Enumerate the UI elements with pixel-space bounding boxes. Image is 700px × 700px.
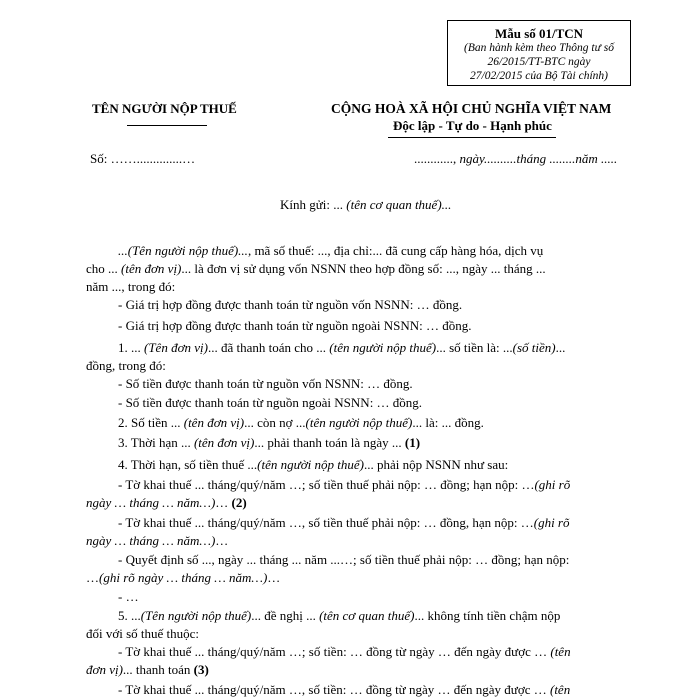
date-line [414, 151, 617, 167]
row-line [86, 532, 616, 550]
republic-heading: CỘNG HOÀ XÃ HỘI CHỦ NGHĨA VIỆT NAM [331, 101, 612, 116]
paid-item-1: - Số tiền được thanh toán từ nguồn vốn NSNN: … đồng. [118, 376, 413, 391]
date-placeholder: ngày … tháng … năm…) [86, 495, 216, 510]
form-note-line-1: (Ban hành kèm theo Thông tư số [463, 42, 614, 54]
item-4-row-2 [86, 514, 616, 550]
item-5-row-2 [86, 681, 616, 699]
row-line [86, 476, 616, 494]
item-text: ... không tính tiền chậm nộp [414, 608, 561, 623]
date-placeholder: (ghi rõ [534, 477, 571, 492]
row-text: … [267, 570, 281, 585]
unit-placeholder: (Tên đơn vị) [144, 340, 208, 355]
row-text: - Tờ khai thuế ... tháng/quý/năm …; số tiền: … đồng từ ngày … đến ngày được … [118, 644, 551, 659]
item-4-row-1 [86, 476, 616, 512]
footnote-marker: (3) [193, 662, 209, 677]
paid-item-2: - Số tiền được thanh toán từ nguồn ngoài NSNN: … đồng. [118, 395, 423, 410]
unit-placeholder: (tên [549, 682, 571, 697]
item-text: 3. Thời hạn ... [118, 435, 194, 450]
taxpayer-placeholder: (tên người nộp thuế) [257, 457, 364, 472]
item-text: ... là: ... đồng. [412, 415, 484, 430]
item-5 [86, 607, 616, 643]
taxpayer-placeholder: (tên người nộp thuế) [305, 415, 413, 430]
intro-line-1 [86, 242, 616, 260]
form-note-line-2: 26/2015/TT-BTC ngày [487, 56, 591, 68]
tax-office-placeholder: (tên cơ quan thuế) [319, 608, 415, 623]
date-placeholder: (ghi rõ [533, 515, 570, 530]
footnote-marker: (2) [231, 495, 247, 510]
item-1-line-1 [86, 339, 616, 357]
intro-paragraph [86, 242, 616, 296]
item-text: ... số tiền là: ... [436, 340, 513, 355]
row-text: … [215, 533, 229, 548]
salutation-prefix: Kính gửi: ... [280, 197, 344, 212]
contract-item-1: - Giá trị hợp đồng được thanh toán từ nguồn vốn NSNN: … đồng. [118, 297, 463, 312]
intro-text: ... là đơn vị sử dụng vốn NSNN theo hợp đồng số: ..., ngày ... tháng ... [181, 261, 546, 276]
row-text: ... thanh toán [122, 662, 194, 677]
contract-item-2: - Giá trị hợp đồng được thanh toán từ nguồn ngoài NSNN: … đồng. [118, 318, 472, 333]
unit-placeholder: đơn vị) [86, 662, 123, 677]
taxpayer-placeholder: ...(Tên người nộp thuế)... [118, 243, 248, 258]
salutation-recipient: (tên cơ quan thuế)... [346, 197, 452, 212]
item-text: ... phải nộp NSNN như sau: [363, 457, 509, 472]
item-text: 1. ... [118, 340, 144, 355]
row-line [86, 569, 616, 587]
date-placeholder: (ghi rõ ngày … tháng … năm…) [99, 570, 268, 585]
row-line: - Quyết định số ..., ngày ... tháng ... năm ...…; số tiền thuế phải nộp: … đồng; hạn nộp: [118, 552, 570, 567]
row-text: - Tờ khai thuế ... tháng/quý/năm …, số tiền: … đồng từ ngày … đến ngày được … [118, 682, 550, 697]
item-5-row-1 [86, 643, 616, 679]
item-5-line-2: đối với số thuế thuộc: [86, 626, 200, 641]
item-text: ... [555, 340, 566, 355]
unit-placeholder: (tên đơn vị) [121, 261, 182, 276]
unit-placeholder: (tên đơn vị) [183, 415, 245, 430]
salutation [280, 197, 451, 213]
row-text: - Tờ khai thuế ... tháng/quý/năm …, số tiền thuế phải nộp: … đồng, hạn nộp: … [118, 515, 534, 530]
taxpayer-placeholder: (Tên người nộp thuế) [140, 608, 252, 623]
item-4-row-4: - … [118, 589, 139, 604]
motto: Độc lập - Tự do - Hạnh phúc [393, 118, 552, 133]
date-text: ngày..........tháng ........năm ..... [459, 151, 618, 166]
item-text: ... phải thanh toán là ngày ... [254, 435, 405, 450]
item-text: ... còn nợ ... [244, 415, 306, 430]
item-text: ... đã thanh toán cho ... [207, 340, 330, 355]
item-3 [118, 434, 420, 452]
date-placeholder: ngày … tháng … năm…) [86, 533, 216, 548]
amount-placeholder: (số tiền) [512, 340, 556, 355]
item-1-line-2: đồng, trong đó: [86, 358, 166, 373]
document-number: Số: ……..............… [90, 151, 196, 166]
taxpayer-name-heading: TÊN NGƯỜI NỘP THUẾ [92, 101, 237, 116]
row-line [86, 494, 616, 512]
intro-text: , mã số thuế: ..., địa chỉ:... đã cung cấp hàng hóa, dịch vụ [247, 243, 544, 258]
form-number-box [447, 20, 631, 86]
item-text: 4. Thời hạn, số tiền thuế ... [118, 457, 258, 472]
row-text: - Tờ khai thuế ... tháng/quý/năm …; số tiền thuế phải nộp: … đồng; hạn nộp: … [118, 477, 535, 492]
row-line [86, 514, 616, 532]
item-text: 5. ... [118, 608, 141, 623]
item-5-line-1 [86, 607, 616, 625]
form-note-line-3: 27/02/2015 của Bộ Tài chính) [470, 70, 608, 82]
item-4 [118, 456, 508, 474]
row-line [86, 643, 616, 661]
form-number: Mẫu số 01/TCN [494, 26, 584, 41]
taxpayer-placeholder: (tên người nộp thuế) [329, 340, 437, 355]
footnote-marker: (1) [404, 435, 421, 450]
row-line [86, 681, 616, 699]
motto-underline [388, 137, 556, 138]
item-1 [86, 339, 616, 375]
taxpayer-underline [127, 125, 207, 126]
unit-placeholder: (tên đơn vị) [193, 435, 255, 450]
row-line [86, 661, 616, 679]
item-text: ... đề nghị ... [251, 608, 320, 623]
date-place: ............, [414, 151, 460, 166]
item-text: 2. Số tiền ... [118, 415, 184, 430]
intro-line-2 [86, 260, 616, 278]
intro-text: cho ... [86, 261, 122, 276]
unit-placeholder: (tên [550, 644, 571, 659]
intro-line-3: năm ..., trong đó: [86, 279, 176, 294]
row-text: … [215, 495, 232, 510]
row-text: … [86, 570, 99, 585]
item-2 [118, 414, 484, 432]
item-4-row-3 [86, 551, 616, 587]
